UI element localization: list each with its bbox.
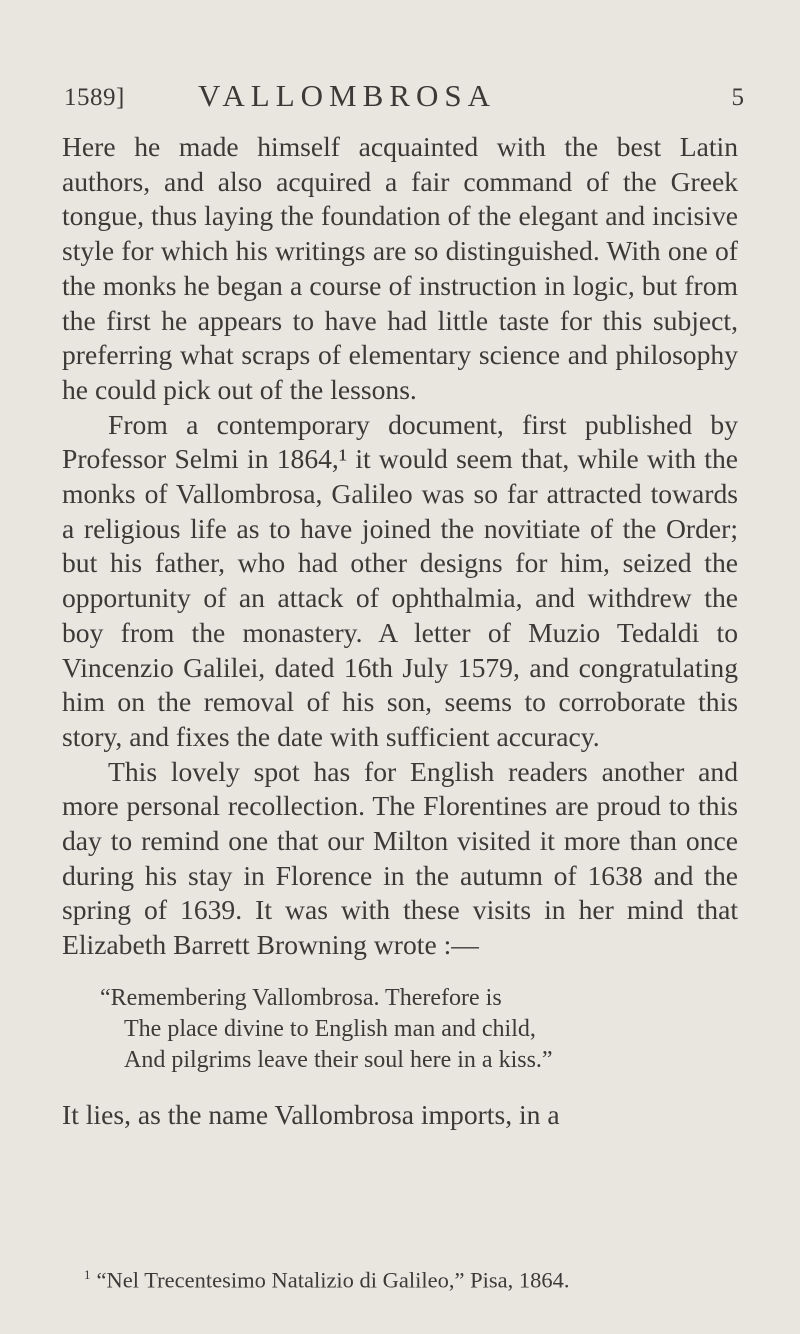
- verse-line-1: “Remembering Vallombrosa. Therefore is: [100, 984, 502, 1011]
- page-number: 5: [731, 84, 744, 111]
- verse-line-3: And pilgrims leave their soul here in a kiss.”: [124, 1046, 553, 1073]
- body-text: [62, 130, 738, 1133]
- paragraph-continuation: It lies, as the name Vallombrosa imports, in a: [62, 1098, 560, 1130]
- verse-line-2: The place divine to English man and child,: [124, 1015, 536, 1042]
- footnote-text: “Nel Trecentesimo Natalizio di Galileo,” Pisa, 1864.: [96, 1267, 570, 1293]
- paragraph-2: From a contemporary document, first published by Professor Selmi in 1864,¹ it would seem that, while with the monks of Vallombrosa, Galileo was so far attracted towards a religious life as to have joined the novitiate of the Order; but his father, who had other designs for him, seized the opportunity of an attack of ophthalmia, and withdrew the boy from the monastery. A letter of Muzio Tedaldi to Vincenzio Galilei, dated 16th July 1579, and congratulating him on the removal of his son, seems to corroborate this story, and fixes the date with sufficient accuracy.: [62, 408, 738, 752]
- verse-quotation: [62, 983, 738, 1076]
- footnote-mark: 1: [84, 1267, 91, 1282]
- paragraph-3: This lovely spot has for English readers another and more personal recollection. The Florentines are proud to this day to remind one that our Milton visited it more than once during his stay in Florence in the autumn of 1638 and the spring of 1639. It was with these visits in her mind that Elizabeth Barrett Browning wrote :—: [62, 755, 738, 961]
- running-head-date: 1589]: [64, 84, 125, 111]
- running-head-title: VALLOMBROSA: [198, 78, 496, 113]
- paragraph-1: Here he made himself acquainted with the best Latin authors, and also acquired a fair command of the Greek tongue, thus laying the foundation of the elegant and incisive style for which his writings are so distinguished. With one of the monks he began a course of instruction in logic, but from the first he appears to have had little taste for this subject, preferring what scraps of elementary science and philosophy he could pick out of the lessons.: [62, 131, 738, 405]
- running-head: [64, 78, 744, 118]
- footnote: [84, 1261, 744, 1295]
